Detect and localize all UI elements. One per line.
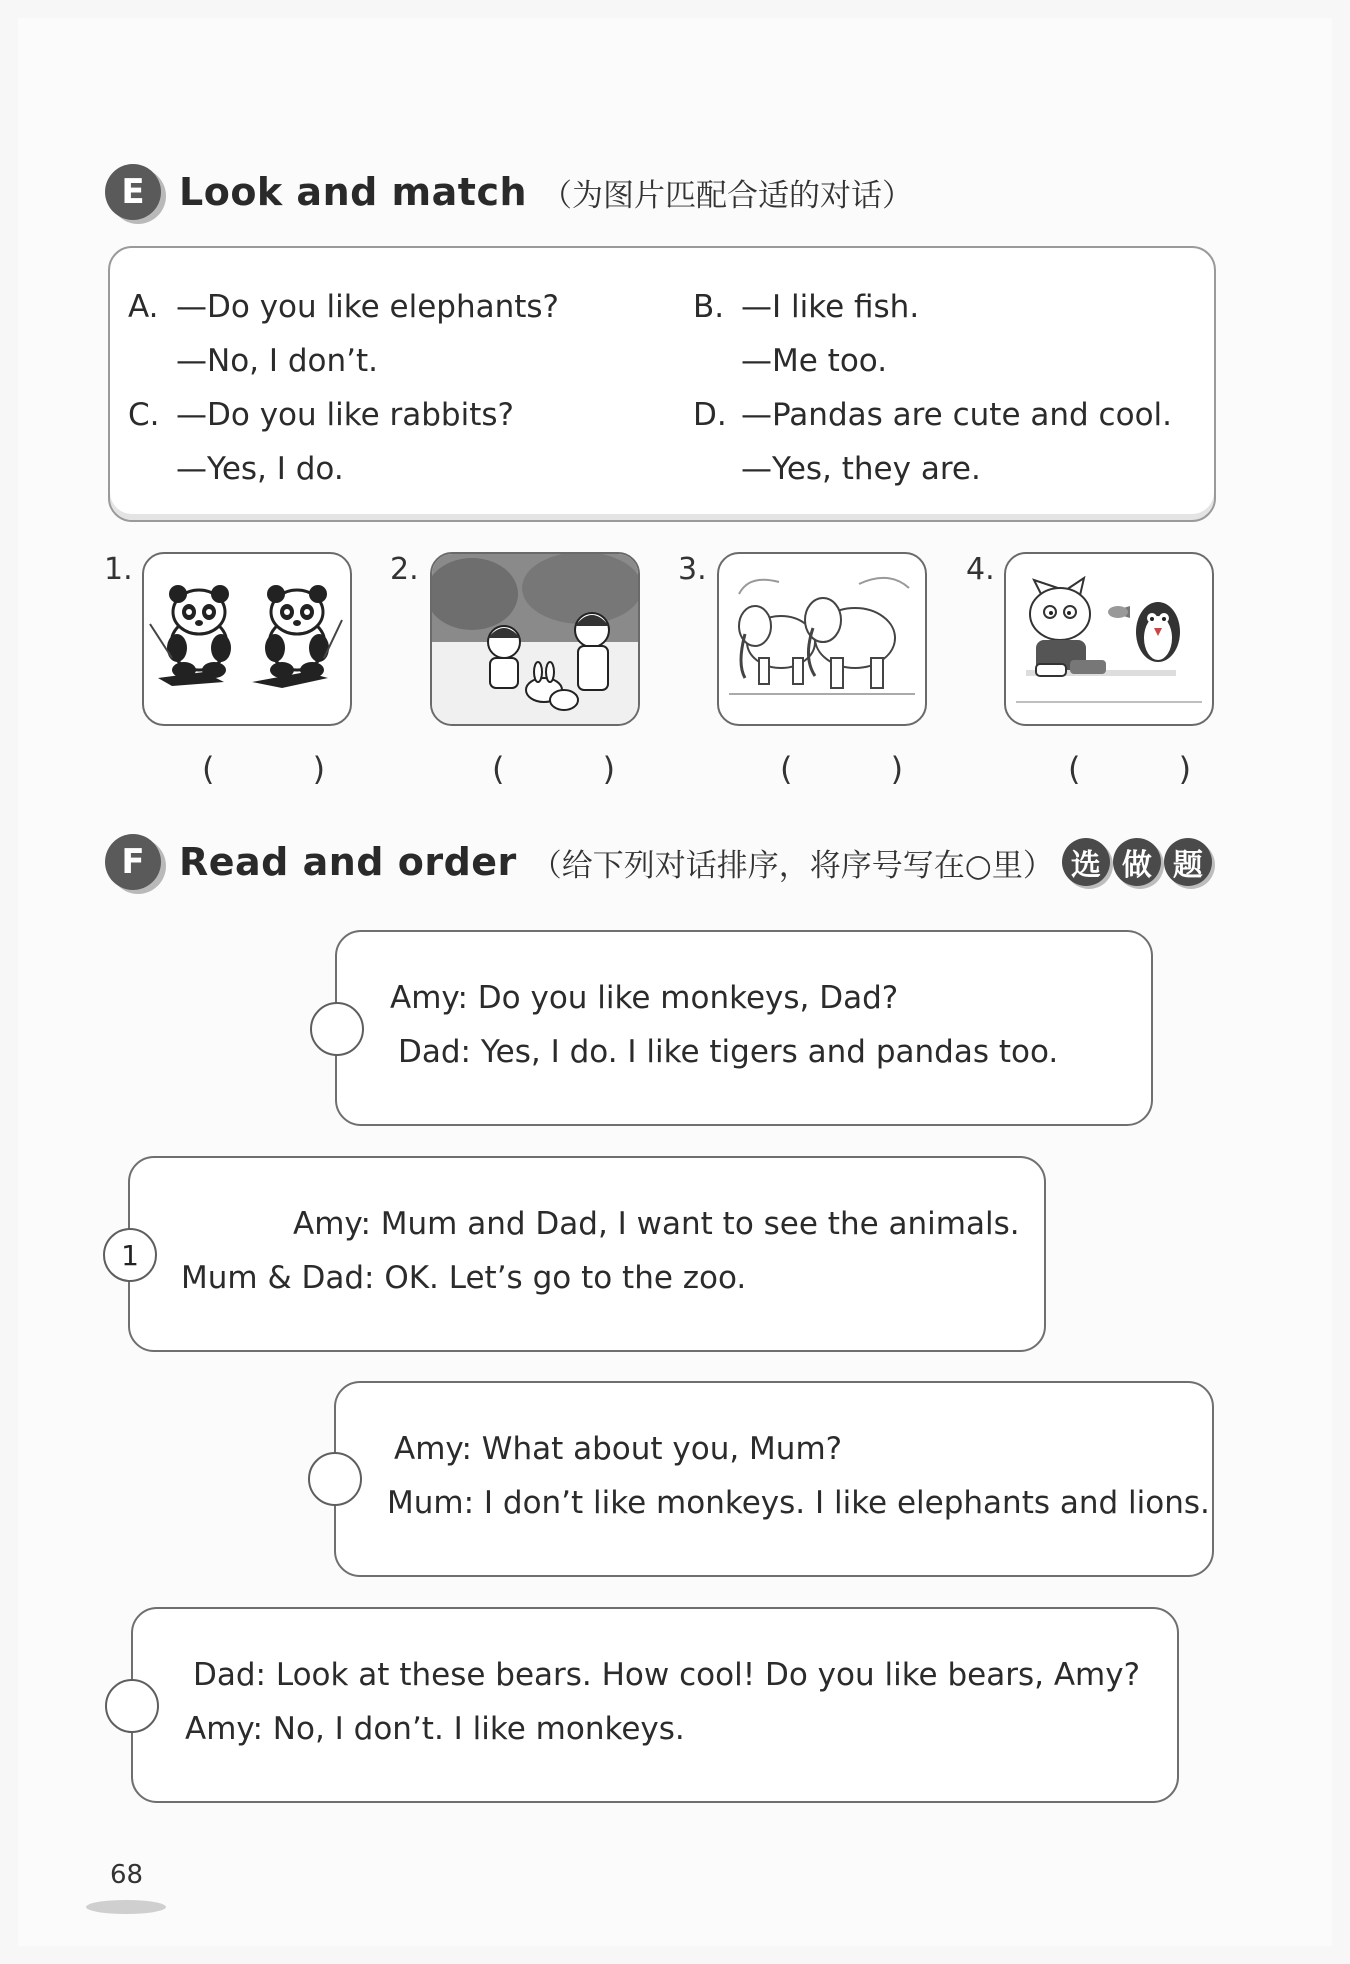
dialogue-line: Dad: Yes, I do. I like tigers and pandas too.	[398, 1034, 1059, 1070]
section-e-header	[105, 162, 913, 222]
dialogue-line: —Do you like elephants?	[176, 289, 559, 325]
section-f-header	[105, 832, 1215, 892]
picture-number: 1.	[104, 552, 133, 587]
dialogue-box	[128, 1156, 1046, 1352]
order-circle[interactable]	[308, 1452, 362, 1506]
dialogue-letter: B.	[693, 289, 725, 325]
children-with-rabbits-illustration-icon	[430, 552, 640, 726]
dialogue-box	[131, 1607, 1179, 1803]
dialogue-line: Mum: I don’t like monkeys. I like elephants and lions.	[387, 1485, 1210, 1521]
section-e-subtitle: （为图片匹配合适的对话）	[541, 177, 914, 214]
dialogue-line: —Yes, I do.	[176, 451, 344, 487]
section-f-badge: F	[105, 834, 161, 890]
optional-tag: 选	[1062, 838, 1110, 886]
order-circle[interactable]	[310, 1002, 364, 1056]
dialogue-line: Amy: Do you like monkeys, Dad?	[390, 980, 899, 1016]
optional-tags	[1062, 838, 1215, 886]
elephants-illustration-icon	[717, 552, 927, 726]
order-circle[interactable]: 1	[103, 1228, 157, 1282]
dialogue-a	[128, 280, 559, 388]
picture-number: 4.	[966, 552, 995, 587]
answer-blank[interactable]: ( )	[780, 750, 948, 788]
dialogue-line: —Me too.	[741, 343, 888, 379]
answer-blank[interactable]: ( )	[492, 750, 660, 788]
dialogue-letter: C.	[128, 397, 160, 433]
dialogue-line: —Do you like rabbits?	[176, 397, 514, 433]
optional-tag: 题	[1164, 838, 1212, 886]
dialogue-line: —Pandas are cute and cool.	[741, 397, 1173, 433]
dialogue-box	[334, 1381, 1214, 1577]
dialogue-line: Amy: Mum and Dad, I want to see the animals.	[293, 1206, 1020, 1242]
page-number: 68	[110, 1860, 144, 1890]
page-number-swoosh-icon	[86, 1900, 166, 1914]
picture-number: 2.	[390, 552, 419, 587]
cat-penguin-fish-illustration-icon	[1004, 552, 1214, 726]
dialogue-line: —Yes, they are.	[741, 451, 981, 487]
section-e-badge: E	[105, 164, 161, 220]
dialogue-b	[693, 280, 919, 388]
dialogue-box	[335, 930, 1153, 1126]
dialogue-line: Mum & Dad: OK. Let’s go to the zoo.	[181, 1260, 747, 1296]
dialogue-line: Amy: What about you, Mum?	[394, 1431, 843, 1467]
section-e-title: Look and match	[179, 170, 528, 214]
answer-blank[interactable]: ( )	[202, 750, 370, 788]
dialogue-line: Dad: Look at these bears. How cool! Do you like bears, Amy?	[193, 1657, 1141, 1693]
dialogue-letter: A.	[128, 289, 159, 325]
dialogue-line: —No, I don’t.	[176, 343, 379, 379]
dialogue-line: Amy: No, I don’t. I like monkeys.	[185, 1711, 685, 1747]
pandas-illustration-icon	[142, 552, 352, 726]
order-circle[interactable]	[105, 1679, 159, 1733]
section-f-title: Read and order	[179, 840, 517, 884]
dialogue-line: —I like fish.	[741, 289, 920, 325]
picture-number: 3.	[678, 552, 707, 587]
dialogue-d	[693, 388, 1172, 496]
section-f-subtitle: （给下列对话排序，将序号写在○里）	[530, 847, 1054, 884]
answer-blank[interactable]: ( )	[1068, 750, 1236, 788]
optional-tag: 做	[1113, 838, 1161, 886]
dialogue-letter: D.	[693, 397, 727, 433]
dialogue-c	[128, 388, 514, 496]
